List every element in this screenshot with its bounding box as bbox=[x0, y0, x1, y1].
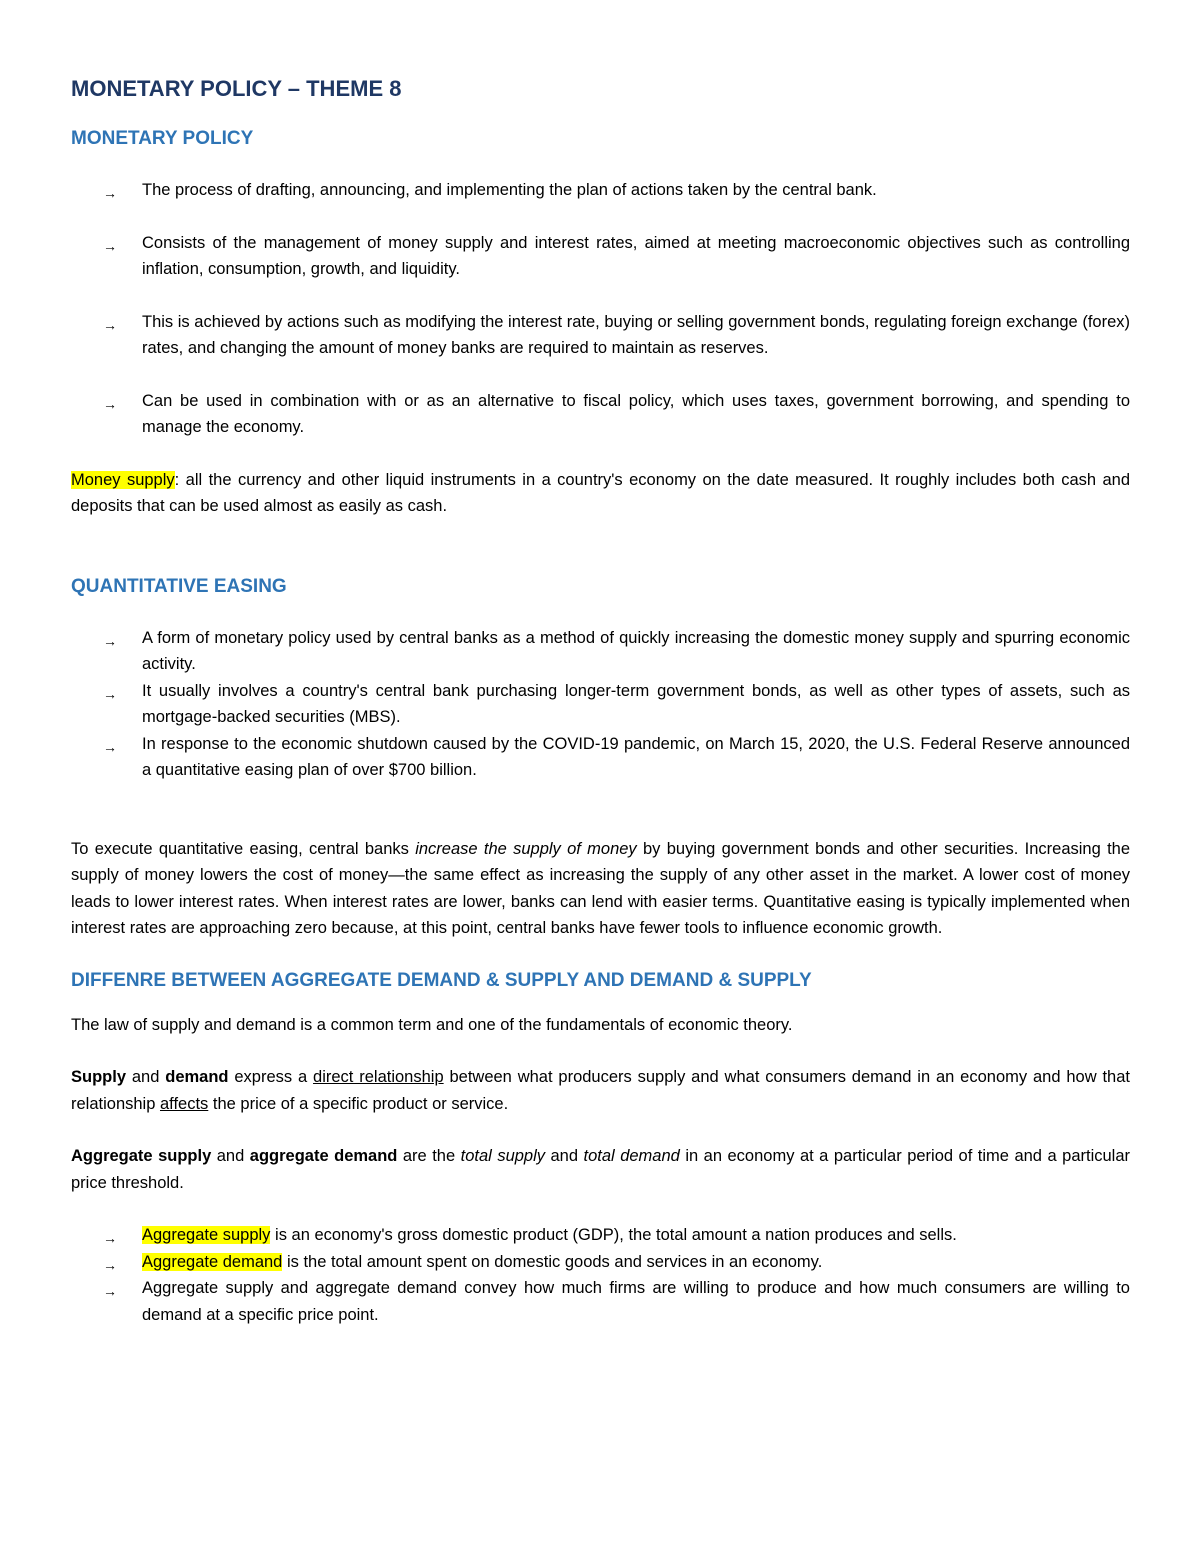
list-item: → It usually involves a country's central bank purchasing longer-term government bonds, as well as other types of assets, such as mortgage-backed securities (MBS). bbox=[103, 681, 1130, 726]
arrow-right-icon: → bbox=[103, 1230, 117, 1246]
title-bold: MONETARY POLICY bbox=[71, 76, 282, 101]
supply-demand-paragraph: Supply and demand express a direct relationship between what producers supply and what consumers demand in an economy and how that relationship affects the price of a specific product or service. bbox=[71, 1068, 1130, 1113]
aggregate-paragraph: Aggregate supply and aggregate demand are the total supply and total demand in an economy at a particular period of time and a particular price threshold. bbox=[71, 1147, 1130, 1192]
arrow-right-icon: → bbox=[103, 185, 117, 201]
heading-quantitative-easing: QUANTITATIVE EASING bbox=[71, 575, 287, 597]
document-body bbox=[71, 72, 1130, 1328]
arrow-right-icon: → bbox=[103, 632, 117, 649]
arrow-right-icon: → bbox=[103, 316, 117, 333]
title-rest: – THEME 8 bbox=[281, 76, 402, 101]
arrow-right-icon: → bbox=[103, 237, 117, 254]
arrow-right-icon: → bbox=[103, 1283, 117, 1299]
arrow-right-icon: → bbox=[103, 738, 117, 755]
money-supply-term: Money supply bbox=[71, 470, 175, 489]
arrow-right-icon: → bbox=[103, 1256, 117, 1273]
list-item: → In response to the economic shutdown caused by the COVID-19 pandemic, on March 15, 2020, the U.S. Federal Reserve announced a quantitative easing plan of over $700 billion. bbox=[103, 734, 1130, 779]
page-title bbox=[71, 72, 1130, 106]
heading-aggregate-vs-supply-demand: DIFFENRE BETWEEN AGGREGATE DEMAND & SUPPLY AND DEMAND & SUPPLY bbox=[71, 969, 812, 991]
list-item: → This is achieved by actions such as modifying the interest rate, buying or selling government bonds, regulating foreign exchange (forex) rates, and changing the amount of money banks are required to maintain as reserves. bbox=[103, 312, 1130, 357]
emphasis: increase the supply of money bbox=[415, 839, 637, 858]
list-item: → Aggregate supply is an economy's gross domestic product (GDP), the total amount a nation produces and sells. bbox=[71, 1222, 1130, 1249]
list-item: → The process of drafting, announcing, and implementing the plan of actions taken by the central bank. bbox=[71, 177, 1130, 204]
arrow-right-icon: → bbox=[103, 685, 117, 702]
list-item: → A form of monetary policy used by central banks as a method of quickly increasing the domestic money supply and spurring economic activity. bbox=[103, 628, 1130, 673]
list-item: → Can be used in combination with or as an alternative to fiscal policy, which uses taxes, government borrowing, and spending to manage the economy. bbox=[103, 391, 1130, 436]
list-item: → Aggregate supply and aggregate demand convey how much firms are willing to produce and how much consumers are willing to demand at a specific price point. bbox=[103, 1279, 1130, 1324]
arrow-right-icon: → bbox=[103, 395, 117, 412]
supply-demand-intro: The law of supply and demand is a common term and one of the fundamentals of economic theory. bbox=[71, 1015, 793, 1034]
money-supply-definition: Money supply: all the currency and other liquid instruments in a country's economy on the date measured. It roughly includes both cash and deposits that can be used almost as easily as cash. bbox=[71, 470, 1130, 515]
quantitative-easing-list bbox=[71, 625, 1130, 784]
monetary-policy-list bbox=[71, 177, 1130, 441]
heading-monetary-policy: MONETARY POLICY bbox=[71, 128, 254, 149]
quantitative-easing-paragraph: To execute quantitative easing, central banks increase the supply of money by buying government bonds and other securities. Increasing the supply of money lowers the cost of money—the same effect as increasing the supply of any other asset in the market. A lower cost of money leads to lower interest rates. When interest rates are lower, banks can lend with easier terms. Quantitative easing is typically implemented when interest rates are approaching zero because, at this point, central banks have fewer tools to influence economic growth. bbox=[71, 839, 1131, 937]
aggregate-list bbox=[71, 1222, 1130, 1328]
list-item: → Consists of the management of money supply and interest rates, aimed at meeting macroeconomic objectives such as controlling inflation, consumption, growth, and liquidity. bbox=[103, 233, 1130, 278]
list-item: → Aggregate demand is the total amount spent on domestic goods and services in an economy. bbox=[71, 1249, 1130, 1276]
